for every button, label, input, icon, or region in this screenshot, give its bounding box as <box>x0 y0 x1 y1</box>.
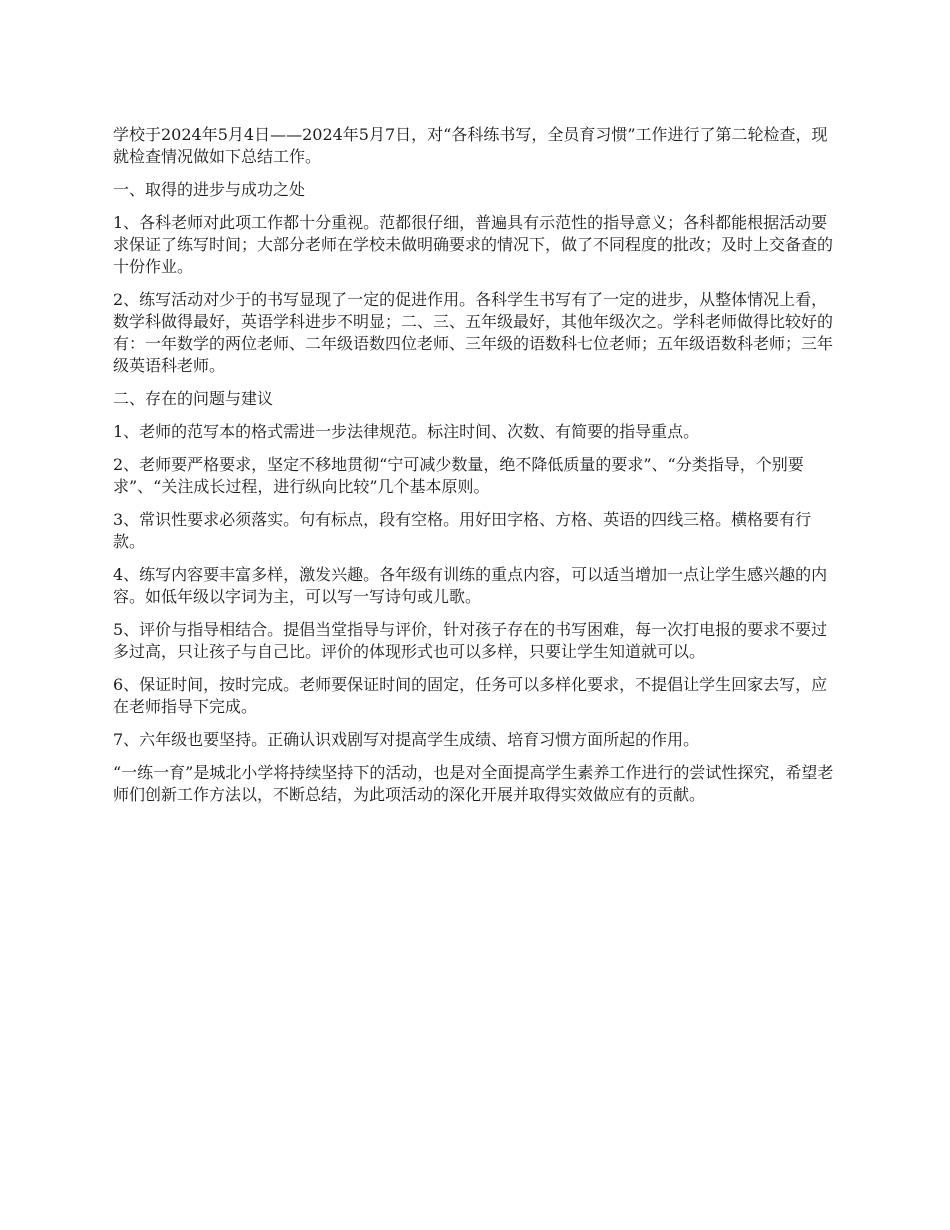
section-heading-progress: 一、取得的进步与成功之处 <box>113 180 306 199</box>
progress-item-2: 2、练写活动对少于的书写显现了一定的促进作用。各科学生书写有了一定的进步，从整体情况上看，数学科做得最好，英语学科进步不明显；二、三、五年级最好，其他年级次之。学科老师做得比较好的有：一年数学的两位老师、二年级语数四位老师、三年级的语数科七位老师；五年级语数科老师；三年级英语科老师。 <box>113 290 834 375</box>
problem-item-4: 4、练写内容要丰富多样，激发兴趣。各年级有训练的重点内容，可以适当增加一点让学生感兴趣的内容。如低年级以字词为主，可以写一写诗句或儿歌。 <box>113 565 828 606</box>
closing-paragraph: “一练一育”是城北小学将持续坚持下的活动，也是对全面提高学生素养工作进行的尝试性探究，希望老师们创新工作方法以，不断总结，为此项活动的深化开展并取得实效做应有的贡献。 <box>113 763 834 804</box>
problem-item-3: 3、常识性要求必须落实。句有标点，段有空格。用好田字格、方格、英语的四线三格。横格要有行款。 <box>113 510 812 551</box>
problem-item-2: 2、老师要严格要求，坚定不移地贯彻“宁可减少数量，绝不降低质量的要求”、“分类指导，个别要求”、“关注成长过程，进行纵向比较”几个基本原则。 <box>113 455 804 496</box>
problem-item-5: 5、评价与指导相结合。提倡当堂指导与评价，针对孩子存在的书写困难，每一次打电报的要求不要过多过高，只让孩子与自己比。评价的体现形式也可以多样，只要让学生知道就可以。 <box>113 620 828 661</box>
problem-item-1: 1、老师的范写本的格式需进一步法律规范。标注时间、次数、有简要的指导重点。 <box>113 422 700 441</box>
progress-item-1: 1、各科老师对此项工作都十分重视。范都很仔细，普遍具有示范性的指导意义；各科都能根据活动要求保证了练写时间；大部分老师在学校未做明确要求的情况下，做了不同程度的批改；及时上交备查的十份作业。 <box>113 213 834 276</box>
problem-item-6: 6、保证时间，按时完成。老师要保证时间的固定，任务可以多样化要求，不提倡让学生回家去写，应在老师指导下完成。 <box>113 675 828 716</box>
intro-paragraph: 学校于2024年5月4日——2024年5月7日，对“各科练书写，全员育习惯”工作进行了第二轮检查，现就检查情况做如下总结工作。 <box>113 125 828 166</box>
document-body <box>113 124 843 817</box>
problem-item-7: 7、六年级也要坚持。正确认识戏剧写对提高学生成绩、培育习惯方面所起的作用。 <box>113 730 700 749</box>
section-heading-problems: 二、存在的问题与建议 <box>113 389 274 408</box>
